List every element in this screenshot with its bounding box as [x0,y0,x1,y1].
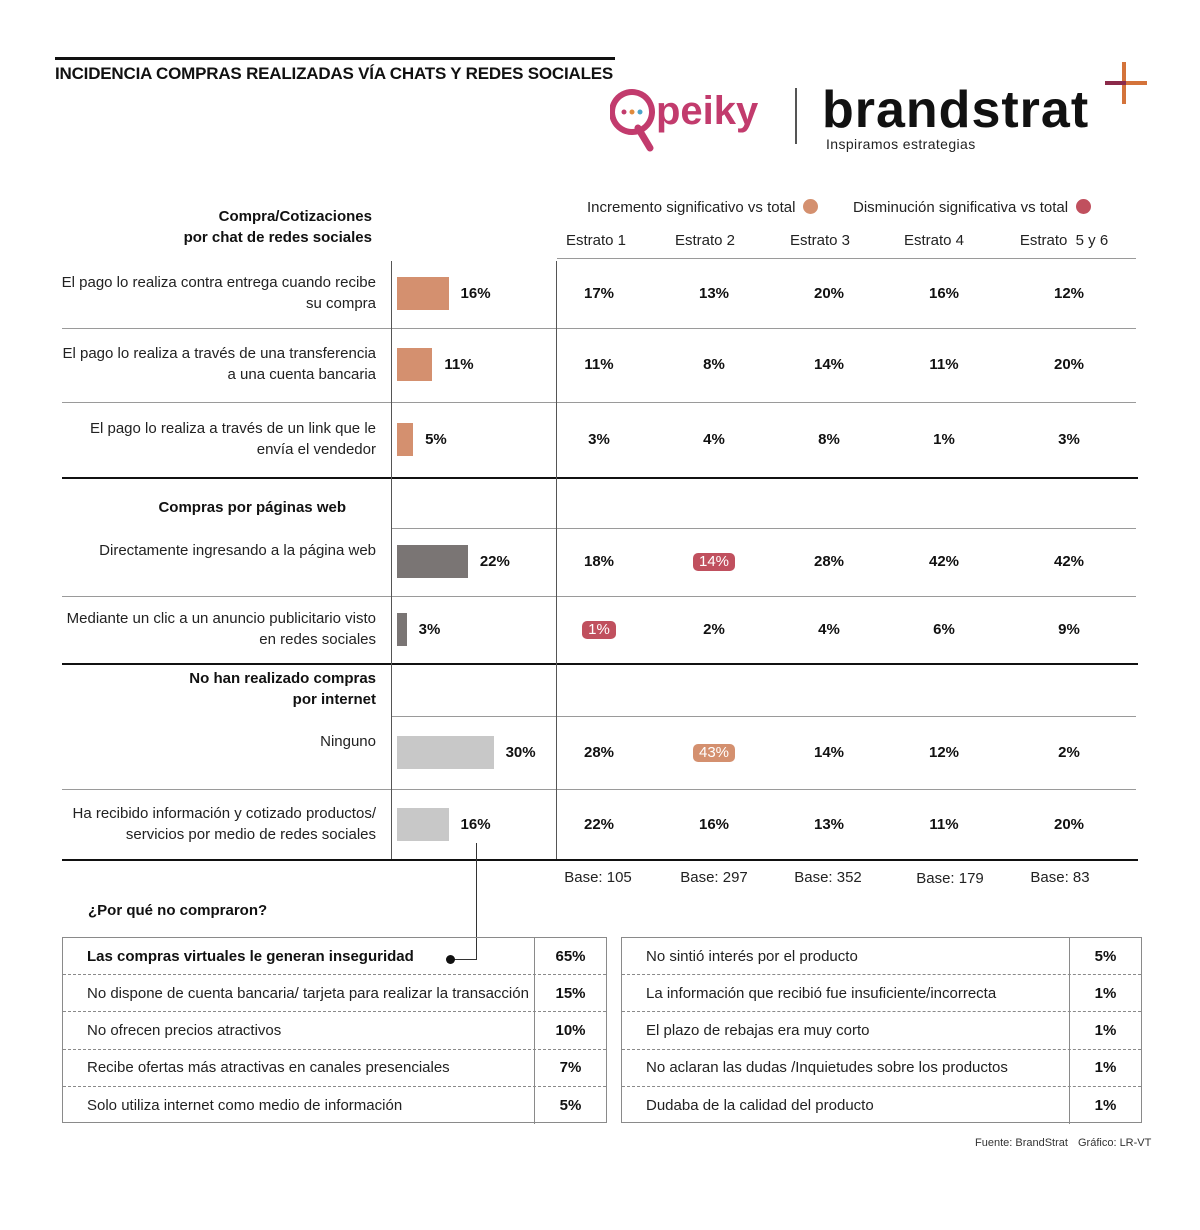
reason-row [63,1050,606,1087]
chart-title: INCIDENCIA COMPRAS REALIZADAS VÍA CHATS Y REDES SOCIALES [55,64,614,83]
cell-value: 16% [928,284,960,302]
cell-value: 11% [929,815,959,833]
vertical-rule-bars [391,261,392,859]
reason-value: 10% [534,1012,606,1048]
cell-value: 42% [928,553,960,570]
reason-label: No dispone de cuenta bancaria/ tarjeta para realizar la transacción [87,984,529,1002]
section-label: Compras por páginas web [158,499,346,516]
reason-row [63,1087,606,1124]
row-rule [62,402,1136,403]
reason-label: Las compras virtuales le generan inseguridad [87,947,414,965]
reason-value: 1% [1069,1050,1141,1086]
cell-value: 20% [1053,356,1085,373]
reason-label: La información que recibió fue insuficiente/incorrecta [646,984,997,1002]
cell-value: 13% [698,284,730,302]
peiky-wordmark: peiky [656,89,759,133]
reason-row [63,1012,606,1049]
row-label: El pago lo realiza contra entrega cuando recibe su compra [61,273,376,312]
col-header-estrato-2: Estrato 2 [674,232,736,249]
cell-value [659,744,769,762]
bar-total-label: 11% [444,356,474,373]
cell-value: 4% [818,620,840,638]
cell-value: 16% [698,815,730,833]
footer-graphic: Gráfico: LR-VT [1078,1137,1152,1149]
bar-total-label: 3% [418,620,441,638]
cell-value: 20% [813,284,845,302]
base-estrato-2: Base: 297 [680,869,748,886]
title-rule [55,57,615,60]
cell-value: 20% [1053,815,1085,833]
why-title: ¿Por qué no compraron? [88,902,268,919]
legend-increase-label: Incremento significativo vs total [587,199,796,216]
cell-value: 2% [1058,743,1080,761]
reason-value: 5% [534,1087,606,1124]
reason-row [622,938,1141,975]
reason-label: No ofrecen precios atractivos [87,1021,282,1039]
cell-value: 1% [933,430,955,448]
cell-value: 42% [1053,553,1085,570]
bar-total-label: 22% [479,553,510,570]
reason-value: 1% [1069,1087,1141,1124]
section-divider [62,477,1138,479]
cell-value: 14% [813,743,845,761]
base-estrato-3: Base: 352 [794,869,862,886]
cell-value: 3% [1058,430,1080,448]
section-header-rule [391,528,1136,529]
cell-value: 17% [583,284,615,302]
col-header-estrato-4: Estrato 4 [903,232,965,249]
brandstrat-tagline: Inspiramos estrategias [826,136,976,152]
reason-label: Recibe ofertas más atractivas en canales presenciales [87,1059,450,1077]
cell-value: 6% [933,620,955,638]
reason-row [622,1012,1141,1049]
section-label: No han realizado compras por internet [189,670,376,708]
highlight-pill: 1% [582,621,616,639]
legend-decrease-dot [1076,199,1091,214]
reason-label: Solo utiliza internet como medio de información [87,1096,403,1114]
legend-increase-dot [803,199,818,214]
reason-label: El plazo de rebajas era muy corto [646,1021,870,1039]
row-rule [62,596,1136,597]
bar-total [397,348,432,381]
base-estrato-4: Base: 179 [916,870,984,887]
bar-total [397,277,449,310]
brandstrat-plus-icon [1105,62,1147,104]
cell-value [544,621,654,639]
table-bottom-rule [62,859,1138,861]
reason-label: Dudaba de la calidad del producto [646,1096,874,1114]
brandstrat-wordmark: brandstrat [822,81,1090,139]
row-rule [62,789,1136,790]
row-label: Mediante un clic a un anuncio publicitario visto en redes sociales [66,609,376,648]
bar-total [397,808,449,841]
cell-value: 2% [703,620,725,638]
bar-total-label: 5% [425,430,447,448]
row-label: El pago lo realiza a través de una transferencia a una cuenta bancaria [62,345,376,383]
bar-total [397,736,494,769]
legend-increase [587,199,818,216]
logo-separator [795,88,797,144]
cell-value: 3% [588,430,610,448]
cell-value: 9% [1058,620,1080,638]
section-divider [62,663,1138,665]
cell-value: 28% [583,743,615,761]
legend-decrease-label: Disminución significativa vs total [853,199,1069,216]
legend-decrease [853,199,1091,216]
col-header-estrato-5-6: Estrato 5 y 6 [1019,232,1109,249]
col-header-estrato-1: Estrato 1 [565,232,627,249]
bar-total-label: 30% [505,743,536,761]
bar-total [397,613,407,646]
col-header-estrato-3: Estrato 3 [789,232,851,249]
section-header-rule [391,716,1136,717]
row-label: Ha recibido información y cotizado productos/ servicios por medio de redes sociales [72,804,376,843]
cell-value: 14% [813,356,845,373]
cell-value: 28% [813,553,845,570]
cell-value: 18% [583,553,615,570]
cell-value: 12% [928,743,960,761]
footer-source: Fuente: BrandStrat [975,1137,1068,1149]
reason-value: 65% [534,938,606,974]
cell-value: 13% [813,815,845,833]
highlight-pill: 14% [693,553,735,571]
section-label: Compra/Cotizaciones por chat de redes sociales [183,208,372,246]
bar-total-label: 16% [460,815,491,833]
reason-row [622,1050,1141,1087]
cell-value: 8% [703,356,725,373]
reason-row [63,975,606,1012]
cell-value [659,553,769,571]
reason-value: 7% [534,1050,606,1086]
row-rule [62,328,1136,329]
reason-value: 1% [1069,975,1141,1011]
cell-value: 11% [584,356,614,373]
base-estrato-1: Base: 105 [564,869,632,886]
reason-value: 5% [1069,938,1141,974]
peiky-logo [610,88,780,154]
bar-total-label: 16% [460,284,491,302]
cell-value: 22% [583,815,615,833]
base-estrato-5-6: Base: 83 [1030,869,1090,886]
row-label: El pago lo realiza a través de un link que le envía el vendedor [89,419,376,458]
highlight-pill: 43% [693,744,735,762]
reason-row [622,1087,1141,1124]
reason-row [622,975,1141,1012]
reason-value: 1% [1069,1012,1141,1048]
row-label: Directamente ingresando a la página web [99,542,376,559]
reasons-table-right [621,937,1142,1123]
header-rule [557,258,1136,259]
reason-row [63,938,606,975]
reason-value: 15% [534,975,606,1011]
cell-value: 12% [1053,284,1085,302]
vertical-rule-strata [556,261,557,859]
cell-value: 11% [929,356,959,373]
bar-total [397,545,468,578]
row-label: Ninguno [320,732,376,750]
reason-label: No sintió interés por el producto [646,947,858,965]
cell-value: 4% [703,430,725,448]
cell-value: 8% [818,430,840,448]
reason-label: No aclaran las dudas /Inquietudes sobre los productos [646,1059,1008,1077]
bar-total [397,423,413,456]
reasons-table-left [62,937,607,1123]
